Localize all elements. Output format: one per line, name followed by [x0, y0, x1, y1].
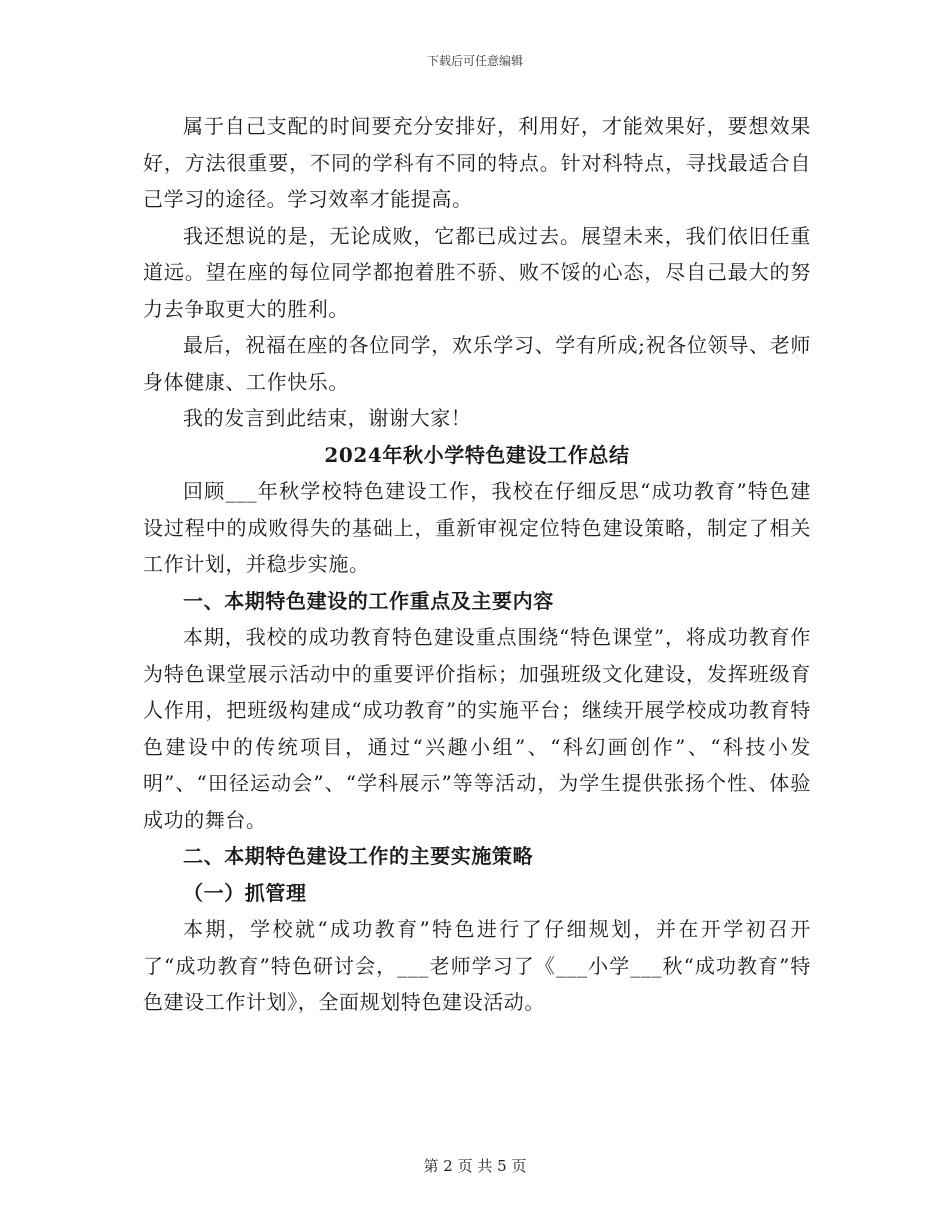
section-heading-1: 一、本期特色建设的工作重点及主要内容: [183, 588, 554, 613]
document-body: [143, 108, 811, 1021]
page-header-note: 下载后可任意编辑: [426, 54, 523, 68]
paragraph-key-work: 本期，我校的成功教育特色建设重点围绕“特色课堂”，将成功教育作为特色课堂展示活动中的重要评价指标；加强班级文化建设，发挥班级育人作用，把班级构建成“成功教育”的实施平台；继续开展学校成功教育特色建设中的传统项目，通过“兴趣小组”、“科幻画创作”、“科技小发明”、“田径运动会”、“学科展示”等等活动，为学生提供张扬个性、体验成功的舞台。: [143, 625, 811, 832]
document-title: 2024年秋小学特色建设工作总结: [324, 442, 630, 467]
page-number: 第 2 页 共 5 页: [423, 1157, 527, 1175]
paragraph-blessing: 最后，祝福在座的各位同学，欢乐学习、学有所成;祝各位领导、老师身体健康、工作快乐。: [143, 333, 811, 394]
paragraph-time-management: 属于自己支配的时间要充分安排好，利用好，才能效果好，要想效果好，方法很重要，不同的学科有不同的特点。针对科特点，寻找最适合自己学习的途径。学习效率才能提高。: [143, 114, 811, 211]
paragraph-looking-forward: 我还想说的是，无论成败，它都已成过去。展望未来，我们依旧任重道远。望在座的每位同学都抱着胜不骄、败不馁的心态，尽自己最大的努力去争取更大的胜利。: [143, 223, 811, 321]
paragraph-management: 本期，学校就“成功教育”特色进行了仔细规划，并在开学初召开了“成功教育”特色研讨会，___老师学习了《___小学___秋“成功教育”特色建设工作计划》，全面规划特色建设活动。: [143, 917, 811, 1014]
paragraph-closing: 我的发言到此结束，谢谢大家！: [183, 406, 472, 430]
paragraph-review: 回顾___年秋学校特色建设工作，我校在仔细反思“成功教育”特色建设过程中的成败得失的基础上，重新审视定位特色建设策略，制定了相关工作计划，并稳步实施。: [143, 479, 811, 576]
subsection-heading-management: （一）抓管理: [183, 880, 307, 905]
section-heading-2: 二、本期特色建设工作的主要实施策略: [183, 844, 534, 868]
